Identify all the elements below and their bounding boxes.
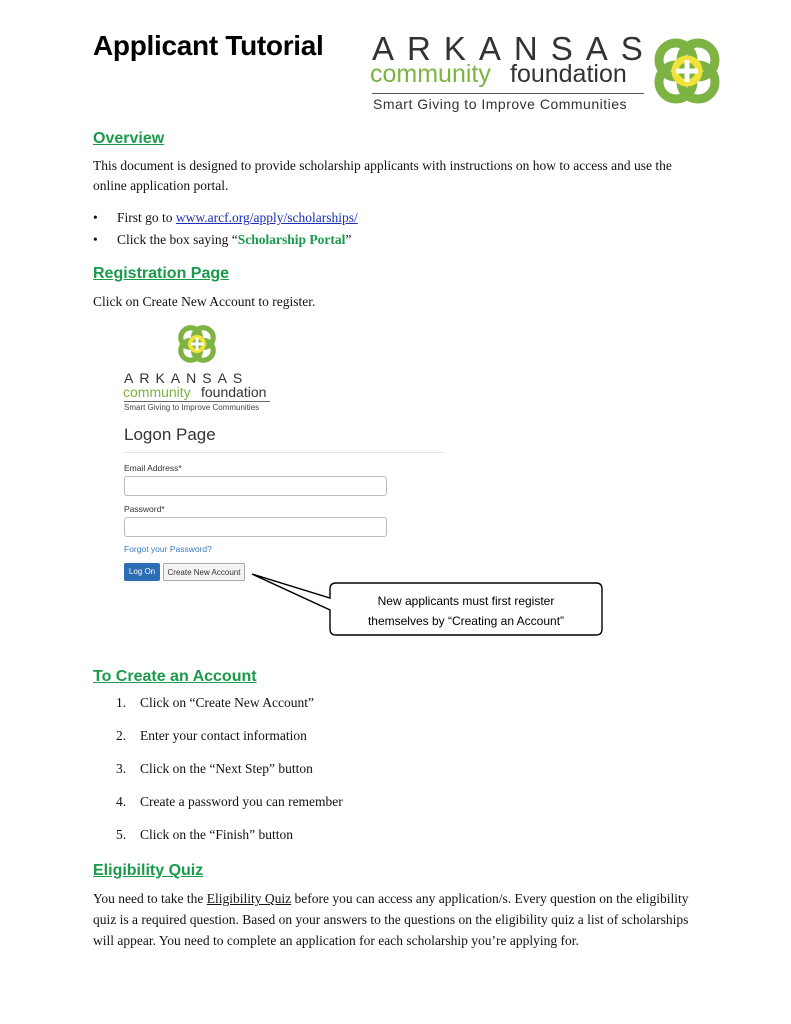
page-title: Applicant Tutorial [93,30,324,61]
step-text: Create a password you can remember [140,794,343,809]
bullet-text: Click the box saying “ [117,232,238,247]
create-new-account-button[interactable]: Create New Account [163,563,245,581]
callout-line: themselves by “Creating an Account” [367,614,565,628]
list-item [116,695,676,728]
scholarships-link[interactable]: www.arcf.org/apply/scholarships/ [175,210,358,225]
step-number: 3. [116,761,127,776]
logo-top-word: ARKANSAS [372,30,656,67]
screenshot-logo-community: community [123,384,191,400]
create-account-heading: To Create an Account [93,668,257,685]
registration-text: Click on Create New Account to register. [93,294,316,309]
step-text: Click on the “Next Step” button [140,761,313,776]
callout-text [330,591,602,631]
step-number: 2. [116,728,127,743]
step-number: 5. [116,827,127,842]
list-item [116,728,676,761]
screenshot-logo-foundation: foundation [201,384,267,400]
password-label: Password* [124,504,165,514]
eligibility-quiz-term: Eligibility Quiz [206,891,292,906]
callout-line: New applicants must first register [377,594,555,608]
eligibility-heading: Eligibility Quiz [93,862,204,879]
logo-community-word: community [370,60,491,88]
list-item [116,794,676,827]
email-label: Email Address* [124,463,182,473]
step-number: 1. [116,695,127,710]
scholarship-portal-label: Scholarship Portal [237,232,346,247]
screenshot-logo-tagline: Smart Giving to Improve Communities [124,403,260,412]
logo-foundation-word: foundation [510,60,627,88]
step-text: Click on the “Finish” button [140,827,293,842]
list-item [116,827,676,860]
registration-heading: Registration Page [93,265,230,282]
eligibility-text-part: You need to take the [93,891,207,906]
logo-tagline: Smart Giving to Improve Communities [373,96,628,112]
overview-heading: Overview [93,130,165,147]
eligibility-text-part: before you can access any application/s. Every question on the eligibility quiz is a required question. Based on your answers to the questions on the eligibility quiz a list of scholarships will appear. You need to complete an application for each scholarship you’re applying for. [93,891,689,948]
bullet-text: First go to [117,210,176,225]
bullet-quote: ” [345,232,352,247]
eligibility-text [93,888,705,951]
screenshot-logo-top: ARKANSAS [124,370,249,386]
step-text: Enter your contact information [140,728,307,743]
overview-text: This document is designed to provide scholarship applicants with instructions on how to access and use the online application portal. [93,158,672,193]
log-on-button[interactable]: Log On [124,563,160,581]
forgot-password-link[interactable]: Forgot your Password? [124,544,212,554]
list-item [116,761,676,794]
step-text: Click on “Create New Account” [140,695,314,710]
logon-page-title: Logon Page [124,425,216,444]
create-account-steps [116,695,676,860]
step-number: 4. [116,794,127,809]
